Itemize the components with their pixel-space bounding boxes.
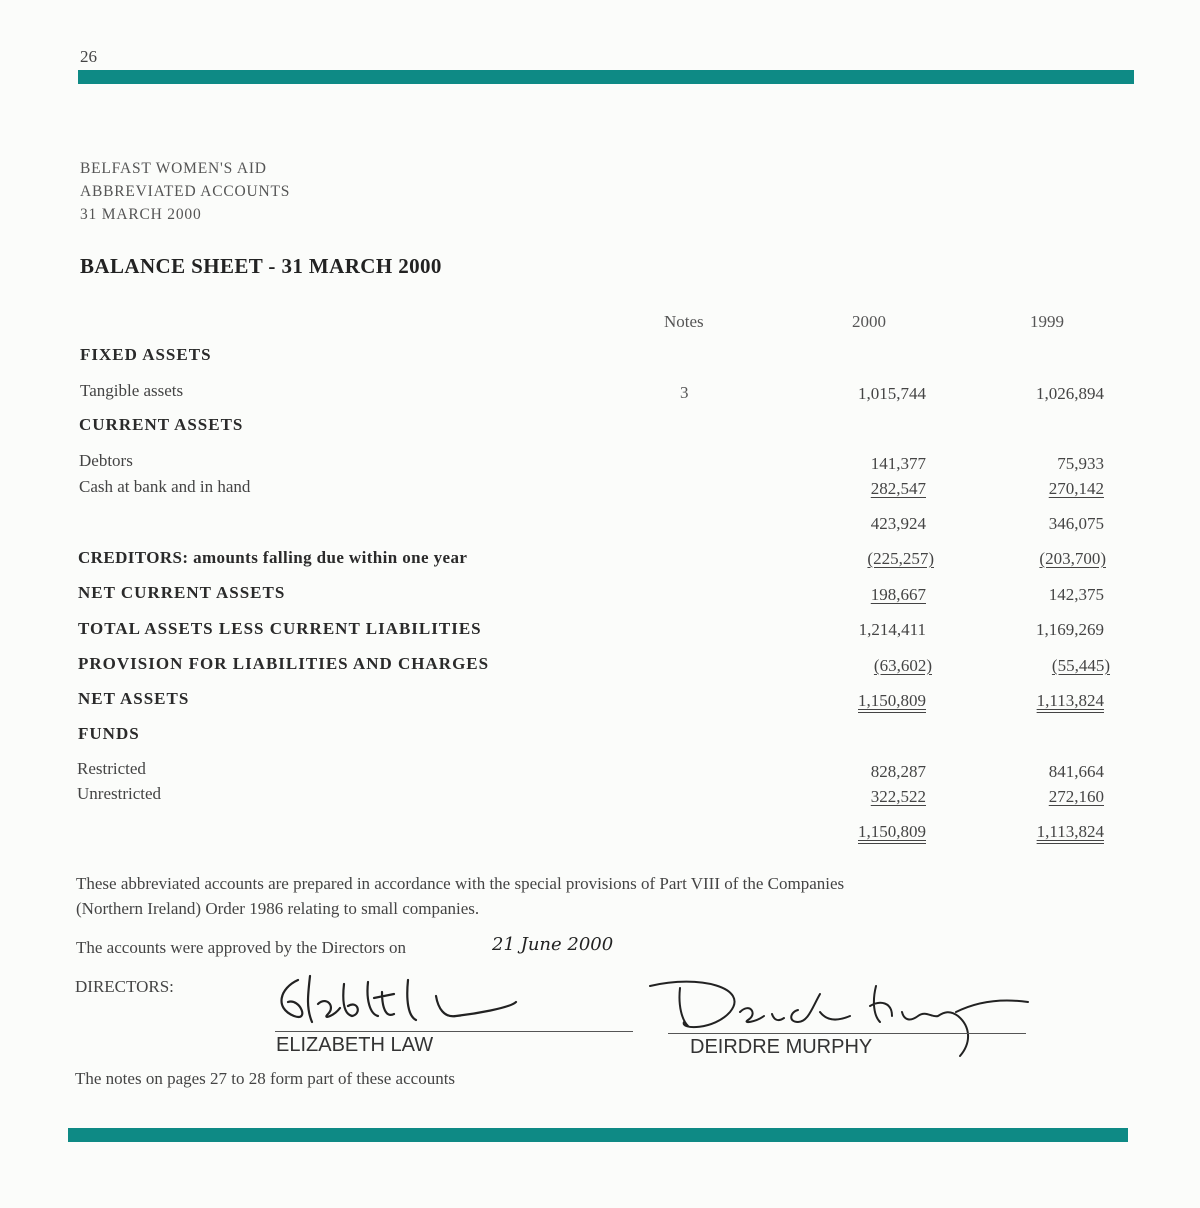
row-total-less-1999: 1,169,269: [1036, 620, 1104, 639]
statement-line-1: These abbreviated accounts are prepared in accordance with the special provisions of Part VIII of the Companies: [76, 874, 845, 893]
row-unrestricted-label: Unrestricted: [77, 784, 162, 803]
page-title: BALANCE SHEET - 31 MARCH 2000: [80, 254, 442, 278]
row-debtors-label: Debtors: [79, 451, 133, 470]
page-number: 26: [80, 47, 97, 66]
row-net-assets-1999: 1,113,824: [1036, 691, 1104, 710]
row-current-total-2000: 423,924: [870, 514, 926, 533]
top-teal-rule: [78, 70, 1134, 84]
row-tangible-1999: 1,026,894: [1036, 384, 1104, 403]
row-tangible-note: 3: [680, 383, 689, 402]
row-current-total-1999: 346,075: [1048, 514, 1104, 533]
section-fixed-assets: FIXED ASSETS: [80, 345, 212, 364]
row-provision-label: PROVISION FOR LIABILITIES AND CHARGES: [78, 654, 490, 673]
row-total-less-2000: 1,214,411: [858, 620, 926, 639]
row-net-assets-2000: 1,150,809: [858, 691, 926, 710]
row-restricted-label: Restricted: [77, 759, 146, 778]
director-2-name: DEIRDRE MURPHY: [690, 1036, 873, 1058]
row-cash-2000: 282,547: [870, 479, 926, 498]
row-creditors-label: CREDITORS: amounts falling due within one year: [78, 548, 468, 567]
section-funds: FUNDS: [78, 724, 140, 743]
row-cash-1999: 270,142: [1048, 479, 1104, 498]
column-2000: 2000: [852, 312, 886, 331]
row-net-current-label: NET CURRENT ASSETS: [78, 583, 286, 602]
row-unrestricted-2000: 322,522: [870, 787, 926, 806]
row-tangible-2000: 1,015,744: [858, 384, 926, 403]
column-1999: 1999: [1030, 312, 1064, 331]
row-funds-total-1999: 1,113,824: [1036, 822, 1104, 841]
signature-elizabeth-law: [270, 968, 530, 1030]
footer-note: The notes on pages 27 to 28 form part of these accounts: [75, 1069, 456, 1088]
row-unrestricted-1999: 272,160: [1048, 787, 1104, 806]
signature-line-1: [275, 1031, 633, 1032]
approval-text: The accounts were approved by the Directors on: [76, 938, 406, 957]
statement-line-2: (Northern Ireland) Order 1986 relating to small companies.: [76, 899, 480, 918]
row-debtors-1999: 75,933: [1057, 454, 1104, 473]
row-net-assets-label: NET ASSETS: [78, 689, 190, 708]
row-restricted-2000: 828,287: [870, 762, 926, 781]
row-creditors-2000: (225,257): [867, 549, 934, 568]
document-type: ABBREVIATED ACCOUNTS: [80, 183, 291, 200]
row-funds-total-2000: 1,150,809: [858, 822, 926, 841]
row-debtors-2000: 141,377: [870, 454, 926, 473]
director-1-name: ELIZABETH LAW: [276, 1034, 434, 1056]
row-net-current-1999: 142,375: [1048, 585, 1104, 604]
row-net-current-2000: 198,667: [870, 585, 926, 604]
row-provision-2000: (63,602): [873, 656, 932, 675]
approval-date-handwritten: 21 June 2000: [492, 934, 614, 955]
row-restricted-1999: 841,664: [1048, 762, 1104, 781]
directors-label: DIRECTORS:: [75, 977, 174, 996]
org-name: BELFAST WOMEN'S AID: [80, 160, 267, 177]
bottom-teal-rule: [68, 1128, 1128, 1142]
row-provision-1999: (55,445): [1051, 656, 1110, 675]
signature-line-2: [668, 1033, 1026, 1034]
row-creditors-1999: (203,700): [1039, 549, 1106, 568]
row-cash-label: Cash at bank and in hand: [79, 477, 251, 496]
document-date: 31 MARCH 2000: [80, 206, 202, 223]
column-notes: Notes: [664, 312, 704, 331]
row-total-less-label: TOTAL ASSETS LESS CURRENT LIABILITIES: [78, 619, 482, 638]
row-tangible-label: Tangible assets: [80, 381, 184, 400]
section-current-assets: CURRENT ASSETS: [79, 415, 244, 434]
